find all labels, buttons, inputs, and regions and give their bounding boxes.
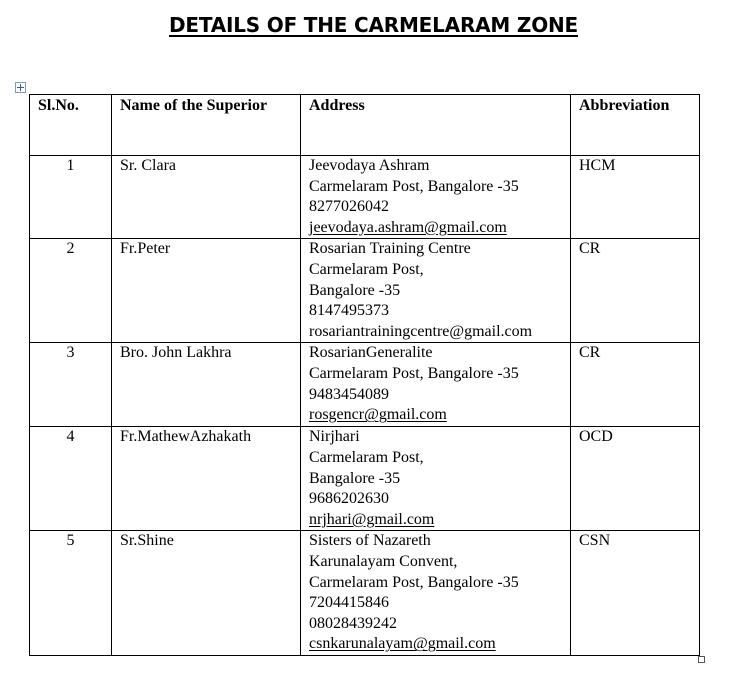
cell-address: [301, 427, 571, 531]
phone-number: 08028439242: [309, 614, 397, 632]
table-row: [30, 343, 700, 427]
cell-sl-no: 4: [30, 427, 112, 531]
document-title: DETAILS OF THE CARMELARAM ZONE: [168, 13, 578, 37]
header-name-of-superior: Name of the Superior: [112, 95, 301, 156]
cell-address: [301, 156, 571, 239]
email-link[interactable]: jeevodaya.ashram@gmail.com: [309, 218, 507, 236]
phone-number: 9483454089: [309, 385, 389, 403]
table-row: [30, 239, 700, 343]
cell-abbreviation: CR: [571, 239, 700, 343]
address-line: Bangalore -35: [309, 469, 401, 487]
address-line: Nirjhari: [309, 428, 360, 446]
cell-abbreviation: CR: [571, 343, 700, 427]
cell-superior-name: Bro. John Lakhra: [112, 343, 301, 427]
cell-address: [301, 343, 571, 427]
cell-superior-name: Fr.MathewAzhakath: [112, 427, 301, 531]
table-row: [30, 427, 700, 531]
cell-sl-no: 1: [30, 156, 112, 239]
address-line: Karunalayam Convent,: [309, 552, 458, 570]
header-sl-no: Sl.No.: [30, 95, 112, 156]
address-line: Bangalore -35: [309, 281, 401, 299]
cell-sl-no: 5: [30, 531, 112, 656]
cell-address: [301, 239, 571, 343]
cell-superior-name: Sr.Shine: [112, 531, 301, 656]
table-row: [30, 531, 700, 656]
cell-superior-name: Fr.Peter: [112, 239, 301, 343]
cell-abbreviation: OCD: [571, 427, 700, 531]
cell-sl-no: 2: [30, 239, 112, 343]
table-resize-handle[interactable]: [698, 656, 705, 663]
email-text: rosariantrainingcentre@gmail.com: [309, 322, 533, 340]
address-line: Rosarian Training Centre: [309, 240, 471, 258]
phone-number: 8277026042: [309, 198, 389, 216]
cell-abbreviation: CSN: [571, 531, 700, 656]
cell-superior-name: Sr. Clara: [112, 156, 301, 239]
address-line: Sisters of Nazareth: [309, 532, 431, 550]
cell-sl-no: 3: [30, 343, 112, 427]
phone-number: 8147495373: [309, 302, 389, 320]
address-line: Carmelaram Post, Bangalore -35: [309, 573, 519, 591]
header-abbreviation: Abbreviation: [571, 95, 700, 156]
email-link[interactable]: nrjhari@gmail.com: [309, 510, 435, 528]
address-line: Carmelaram Post,: [309, 448, 424, 466]
email-link[interactable]: csnkarunalayam@gmail.com: [309, 635, 496, 653]
table-move-handle-icon[interactable]: [15, 82, 26, 93]
phone-number: 7204415846: [309, 594, 389, 612]
address-line: Carmelaram Post,: [309, 260, 424, 278]
header-address: Address: [301, 95, 571, 156]
address-line: Jeevodaya Ashram: [309, 157, 430, 174]
cell-address: [301, 531, 571, 656]
table-header-row: [30, 95, 700, 156]
cell-abbreviation: HCM: [571, 156, 700, 239]
address-line: Carmelaram Post, Bangalore -35: [309, 364, 519, 382]
address-line: Carmelaram Post, Bangalore -35: [309, 177, 519, 195]
zone-details-table: [29, 94, 700, 656]
address-line: RosarianGeneralite: [309, 344, 433, 362]
phone-number: 9686202630: [309, 490, 389, 508]
email-link[interactable]: rosgencr@gmail.com: [309, 406, 447, 424]
table-row: [30, 156, 700, 239]
